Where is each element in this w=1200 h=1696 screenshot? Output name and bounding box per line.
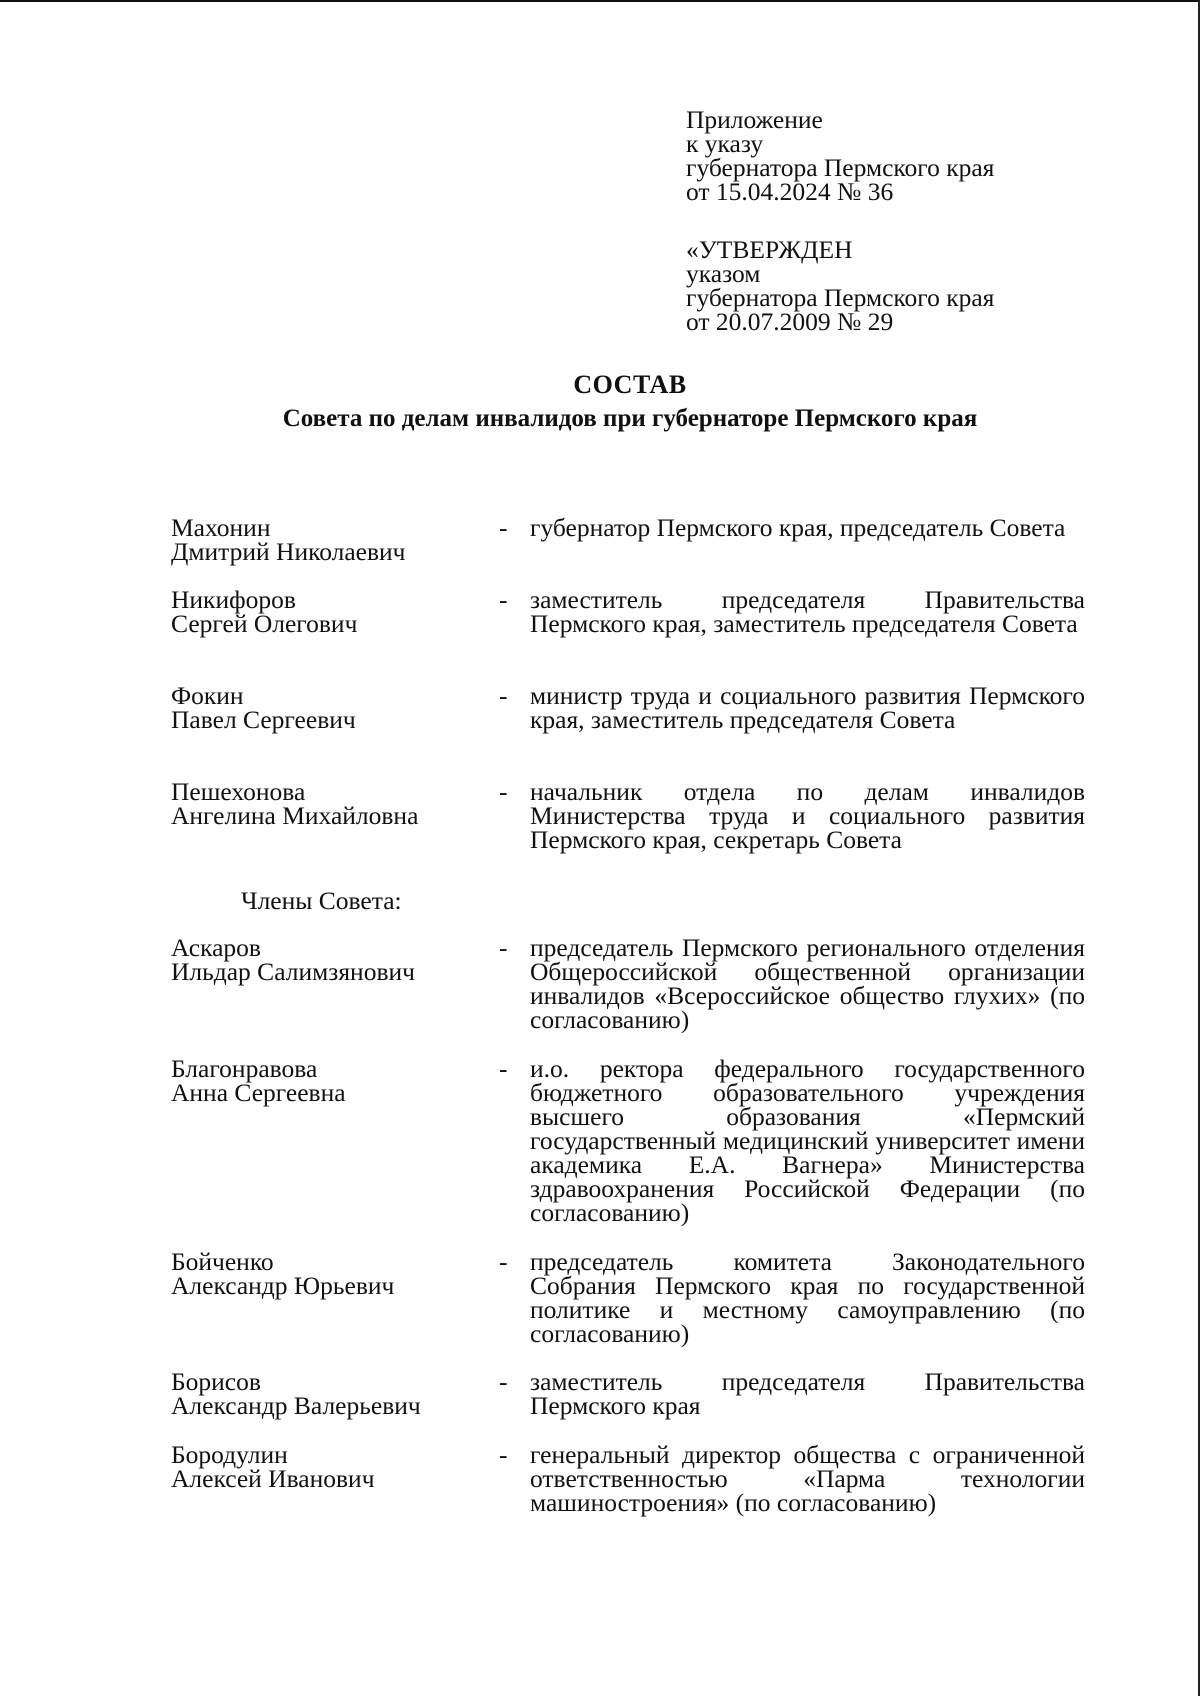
document-title: СОСТАВ (573, 370, 687, 399)
person-given-name: Ильдар Салимзянович (171, 957, 415, 986)
entry-dash: - (499, 1440, 508, 1469)
entry-dash: - (499, 513, 508, 542)
person-surname: Пешехонова (171, 777, 306, 806)
approved-header (686, 235, 995, 336)
appendix-header (686, 105, 995, 206)
person-given-name: Павел Сергеевич (171, 705, 356, 734)
person-name (171, 585, 471, 638)
person-surname: Фокин (171, 681, 244, 710)
person-role: генеральный директор общества с ограниченной ответственностью «Парма технологии машиностроения» (по согласованию) (530, 1440, 1085, 1517)
person-name (171, 1054, 471, 1107)
person-name (171, 513, 471, 566)
entry-dash: - (499, 777, 508, 806)
person-name (171, 681, 471, 734)
person-role: заместитель председателя Правительства Пермского края, заместитель председателя Совета (530, 585, 1085, 638)
entry-dash: - (499, 1054, 508, 1083)
person-surname: Бойченко (171, 1247, 274, 1276)
entry-dash: - (499, 1367, 508, 1396)
document-subtitle: Совета по делам инвалидов при губернаторе Пермского края (282, 405, 978, 432)
person-surname: Бородулин (171, 1440, 288, 1469)
person-given-name: Ангелина Михайловна (171, 801, 419, 830)
entry-dash: - (499, 681, 508, 710)
person-surname: Махонин (171, 513, 271, 542)
person-given-name: Сергей Олегович (171, 609, 358, 638)
person-role: губернатор Пермского края, председатель Совета (530, 513, 1066, 542)
person-given-name: Александр Юрьевич (171, 1271, 395, 1300)
person-given-name: Алексей Иванович (171, 1464, 375, 1493)
entry-dash: - (499, 933, 508, 962)
person-role: и.о. ректора федерального государственного бюджетного образовательного учреждения высшего образования «Пермский государственный медицинский университет имени академика Е.А. Вагнера» Министерства здравоохранения Российской Федерации (по согласованию) (530, 1054, 1085, 1227)
person-role: начальник отдела по делам инвалидов Министерства труда и социального развития Пермского края, секретарь Совета (530, 777, 1085, 854)
entry-dash: - (499, 585, 508, 614)
scan-top-edge (0, 0, 1200, 2)
entry-dash: - (499, 1247, 508, 1276)
appendix-line: от 15.04.2024 № 36 (686, 177, 894, 206)
person-surname: Аскаров (171, 933, 261, 962)
members-section-label: Члены Совета: (241, 886, 402, 915)
person-given-name: Дмитрий Николаевич (171, 537, 406, 566)
appendix-line: губернатора Пермского края (686, 153, 995, 182)
person-name (171, 1440, 471, 1493)
person-surname: Благонравова (171, 1054, 318, 1083)
appendix-line: Приложение (686, 105, 823, 134)
approved-line: от 20.07.2009 № 29 (686, 307, 894, 336)
person-role: председатель комитета Законодательного Собрания Пермского края по государственной политике и местному самоуправлению (по согласованию) (530, 1247, 1085, 1348)
person-name (171, 1247, 471, 1300)
approved-line: «УТВЕРЖДЕН (686, 235, 853, 264)
person-surname: Борисов (171, 1367, 261, 1396)
person-name (171, 1367, 471, 1420)
person-role: министр труда и социального развития Пермского края, заместитель председателя Совета (530, 681, 1085, 734)
person-given-name: Анна Сергеевна (171, 1078, 346, 1107)
person-surname: Никифоров (171, 585, 296, 614)
person-given-name: Александр Валерьевич (171, 1391, 421, 1420)
appendix-line: к указу (686, 129, 764, 158)
person-name (171, 933, 471, 986)
approved-line: указом (686, 259, 761, 288)
approved-line: губернатора Пермского края (686, 283, 995, 312)
person-role: председатель Пермского регионального отделения Общероссийской общественной организации инвалидов «Всероссийское общество глухих» (по согласованию) (530, 933, 1085, 1034)
person-role: заместитель председателя Правительства Пермского края (530, 1367, 1085, 1420)
person-name (171, 777, 471, 830)
